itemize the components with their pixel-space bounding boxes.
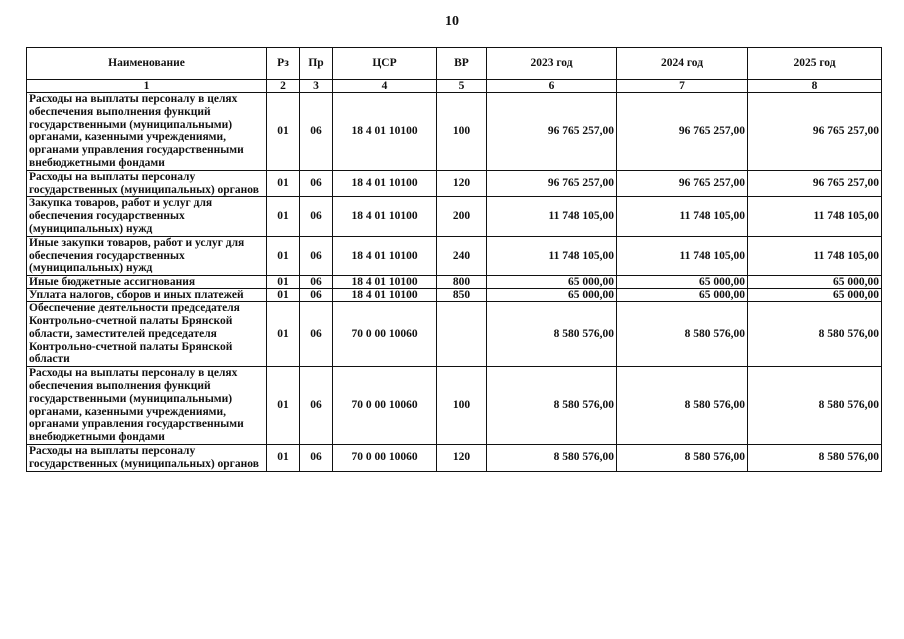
table-row xyxy=(27,93,882,171)
row-csr: 18 4 01 10100 xyxy=(333,93,437,171)
row-2025: 65 000,00 xyxy=(748,276,882,289)
header-rz: Рз xyxy=(267,48,300,80)
table-row xyxy=(27,170,882,197)
column-number: 7 xyxy=(617,80,748,93)
row-2023: 65 000,00 xyxy=(487,276,617,289)
row-pr: 06 xyxy=(300,444,333,471)
header-vr: ВР xyxy=(437,48,487,80)
row-rz: 01 xyxy=(267,276,300,289)
row-csr: 18 4 01 10100 xyxy=(333,170,437,197)
row-vr: 120 xyxy=(437,444,487,471)
column-number: 4 xyxy=(333,80,437,93)
header-2023: 2023 год xyxy=(487,48,617,80)
row-csr: 70 0 00 10060 xyxy=(333,367,437,445)
row-vr: 800 xyxy=(437,276,487,289)
row-rz: 01 xyxy=(267,93,300,171)
row-rz: 01 xyxy=(267,170,300,197)
header-pr: Пр xyxy=(300,48,333,80)
row-name: Расходы на выплаты персоналу в целях обеспечения выполнения функций государственными (муниципальными) органами, казенными учреждениями, органами управления государственными внебюджетными фондами xyxy=(27,367,267,445)
table-row xyxy=(27,367,882,445)
row-vr: 850 xyxy=(437,289,487,302)
row-2023: 8 580 576,00 xyxy=(487,302,617,367)
row-vr: 240 xyxy=(437,236,487,275)
row-name: Закупка товаров, работ и услуг для обеспечения государственных (муниципальных) нужд xyxy=(27,197,267,236)
row-name: Расходы на выплаты персоналу государственных (муниципальных) органов xyxy=(27,170,267,197)
row-rz: 01 xyxy=(267,197,300,236)
row-2024: 96 765 257,00 xyxy=(617,93,748,171)
row-rz: 01 xyxy=(267,289,300,302)
header-2024: 2024 год xyxy=(617,48,748,80)
row-name: Расходы на выплаты персоналу в целях обеспечения выполнения функций государственными (муниципальными) органами, казенными учреждениями, органами управления государственными внебюджетными фондами xyxy=(27,93,267,171)
row-vr: 100 xyxy=(437,367,487,445)
row-2023: 11 748 105,00 xyxy=(487,197,617,236)
header-csr: ЦСР xyxy=(333,48,437,80)
row-2024: 96 765 257,00 xyxy=(617,170,748,197)
row-rz: 01 xyxy=(267,236,300,275)
row-2023: 96 765 257,00 xyxy=(487,170,617,197)
row-rz: 01 xyxy=(267,367,300,445)
row-pr: 06 xyxy=(300,367,333,445)
row-2023: 11 748 105,00 xyxy=(487,236,617,275)
row-2025: 11 748 105,00 xyxy=(748,197,882,236)
row-vr: 120 xyxy=(437,170,487,197)
row-2025: 11 748 105,00 xyxy=(748,236,882,275)
row-2024: 65 000,00 xyxy=(617,289,748,302)
row-pr: 06 xyxy=(300,289,333,302)
column-number: 1 xyxy=(27,80,267,93)
row-vr: 100 xyxy=(437,93,487,171)
row-2023: 8 580 576,00 xyxy=(487,367,617,445)
row-pr: 06 xyxy=(300,197,333,236)
row-name: Расходы на выплаты персоналу государственных (муниципальных) органов xyxy=(27,444,267,471)
column-number: 3 xyxy=(300,80,333,93)
header-name: Наименование xyxy=(27,48,267,80)
table-row xyxy=(27,276,882,289)
column-number: 8 xyxy=(748,80,882,93)
row-name: Иные закупки товаров, работ и услуг для обеспечения государственных (муниципальных) нужд xyxy=(27,236,267,275)
row-csr: 18 4 01 10100 xyxy=(333,289,437,302)
row-csr: 70 0 00 10060 xyxy=(333,302,437,367)
table-row xyxy=(27,197,882,236)
header-2025: 2025 год xyxy=(748,48,882,80)
row-2025: 65 000,00 xyxy=(748,289,882,302)
row-rz: 01 xyxy=(267,302,300,367)
row-pr: 06 xyxy=(300,302,333,367)
row-2024: 11 748 105,00 xyxy=(617,236,748,275)
row-2023: 8 580 576,00 xyxy=(487,444,617,471)
row-pr: 06 xyxy=(300,93,333,171)
row-vr: 200 xyxy=(437,197,487,236)
row-name: Уплата налогов, сборов и иных платежей xyxy=(27,289,267,302)
row-2023: 96 765 257,00 xyxy=(487,93,617,171)
page-number: 10 xyxy=(445,14,459,29)
header-row xyxy=(27,48,882,80)
budget-table xyxy=(26,47,882,472)
row-2025: 96 765 257,00 xyxy=(748,170,882,197)
row-2024: 8 580 576,00 xyxy=(617,444,748,471)
row-2024: 11 748 105,00 xyxy=(617,197,748,236)
row-csr: 18 4 01 10100 xyxy=(333,236,437,275)
table-row xyxy=(27,302,882,367)
row-name: Обеспечение деятельности председателя Контрольно-счетной палаты Брянской области, заместителей председателя Контрольно-счетной палаты Брянской области xyxy=(27,302,267,367)
row-2025: 8 580 576,00 xyxy=(748,367,882,445)
column-number: 2 xyxy=(267,80,300,93)
column-number: 6 xyxy=(487,80,617,93)
row-csr: 18 4 01 10100 xyxy=(333,276,437,289)
row-2024: 65 000,00 xyxy=(617,276,748,289)
row-2024: 8 580 576,00 xyxy=(617,302,748,367)
row-csr: 70 0 00 10060 xyxy=(333,444,437,471)
row-2025: 8 580 576,00 xyxy=(748,302,882,367)
row-pr: 06 xyxy=(300,276,333,289)
table-row xyxy=(27,289,882,302)
row-2025: 96 765 257,00 xyxy=(748,93,882,171)
row-pr: 06 xyxy=(300,170,333,197)
row-2023: 65 000,00 xyxy=(487,289,617,302)
row-name: Иные бюджетные ассигнования xyxy=(27,276,267,289)
row-2025: 8 580 576,00 xyxy=(748,444,882,471)
table-row xyxy=(27,444,882,471)
row-vr xyxy=(437,302,487,367)
column-number-row xyxy=(27,80,882,93)
row-pr: 06 xyxy=(300,236,333,275)
column-number: 5 xyxy=(437,80,487,93)
table-row xyxy=(27,236,882,275)
row-rz: 01 xyxy=(267,444,300,471)
row-2024: 8 580 576,00 xyxy=(617,367,748,445)
row-csr: 18 4 01 10100 xyxy=(333,197,437,236)
